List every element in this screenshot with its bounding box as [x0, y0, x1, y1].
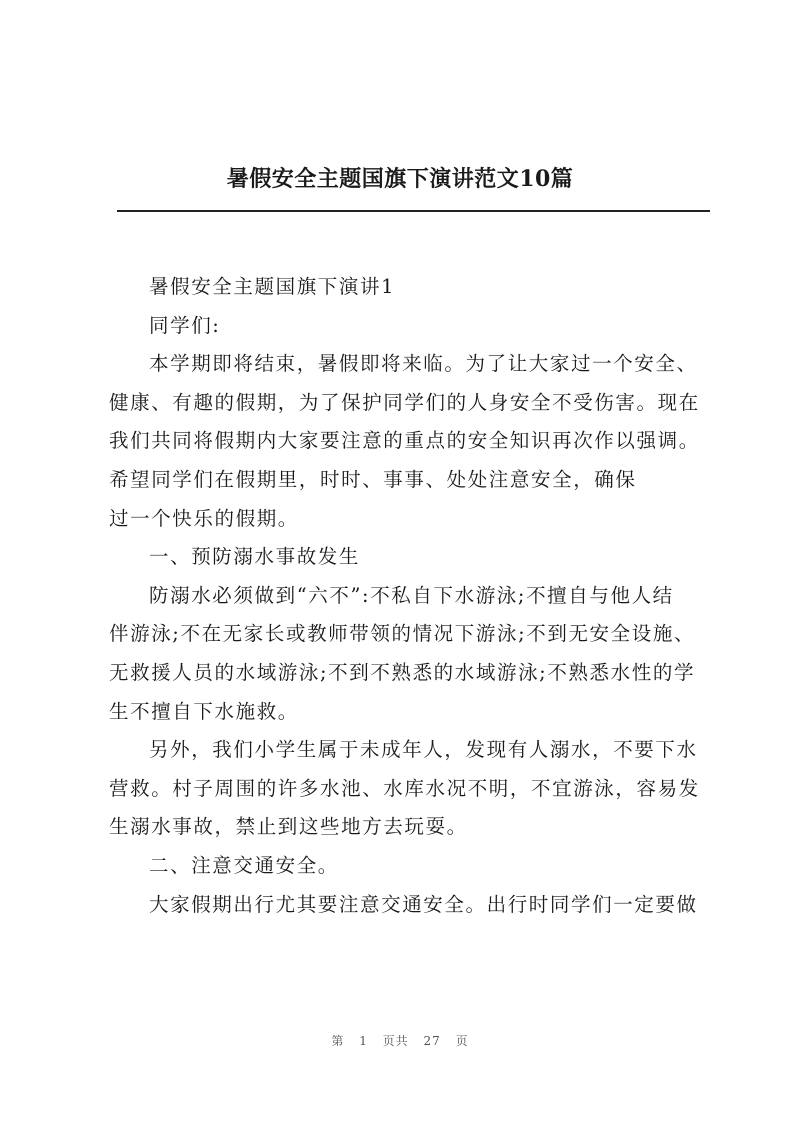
title-divider — [117, 210, 710, 212]
paragraph-line: 防溺水必须做到“六不”:不私自下水游泳;不擅自与他人结 — [149, 583, 674, 607]
section-heading: 一、预防溺水事故发生 — [149, 545, 361, 569]
page-title: 暑假安全主题国旗下演讲范文10篇 — [226, 166, 574, 192]
paragraph-line: 我们共同将假期内大家要注意的重点的安全知识再次作以强调。 — [109, 429, 700, 453]
section-heading: 二、注意交通安全。 — [149, 853, 339, 877]
body-text — [109, 268, 713, 924]
page-footer: 第 1 页共 27 页 — [331, 1034, 469, 1048]
speech-heading: 暑假安全主题国旗下演讲1 — [149, 275, 396, 298]
paragraph-line: 本学期即将结束，暑假即将来临。为了让大家过一个安全、 — [149, 352, 698, 376]
paragraph-line: 生溺水事故，禁止到这些地方去玩耍。 — [109, 815, 468, 839]
paragraph-line: 生不擅自下水施救。 — [109, 699, 299, 723]
paragraph-line: 希望同学们在假期里，时时、事事、处处注意安全，确保 — [109, 467, 637, 491]
paragraph-line: 大家假期出行尤其要注意交通安全。出行时同学们一定要做 — [149, 892, 698, 916]
paragraph-line: 无救援人员的水域游泳;不到不熟悉的水域游泳;不熟悉水性的学 — [109, 660, 696, 684]
paragraph-line: 伴游泳;不在无家长或教师带领的情况下游泳;不到无安全设施、 — [109, 622, 696, 646]
paragraph-line: 过一个快乐的假期。 — [109, 506, 299, 530]
paragraph-line: 营救。村子周围的许多水池、水库水况不明，不宜游泳，容易发 — [109, 776, 700, 800]
paragraph-line: 健康、有趣的假期，为了保护同学们的人身安全不受伤害。现在 — [109, 390, 700, 414]
paragraph-line: 另外，我们小学生属于未成年人，发现有人溺水，不要下水 — [149, 738, 698, 762]
salutation: 同学们: — [149, 313, 221, 337]
